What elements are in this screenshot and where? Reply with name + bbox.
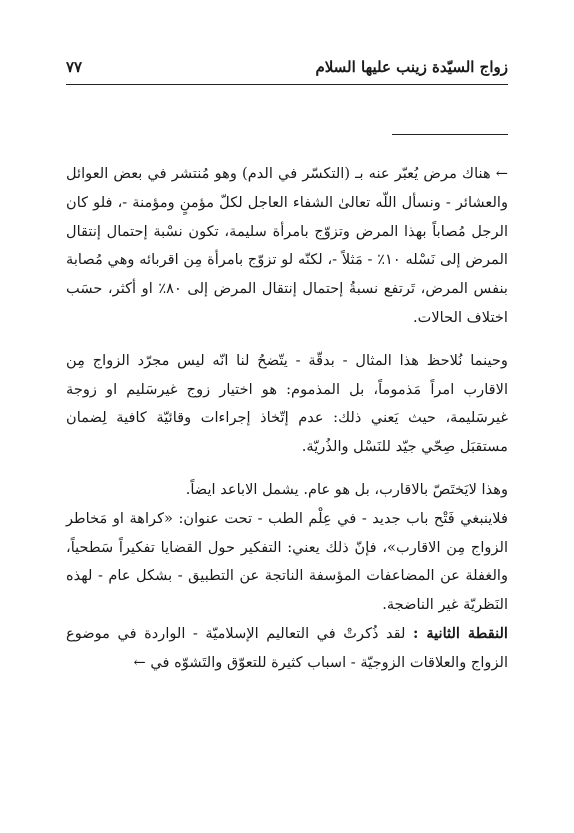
header-title: زواج السيّدة زينب عليها السلام [315, 58, 508, 76]
paragraph-example: وحينما نُلاحظ هذا المثال - بدقّة - يتّضحُ لنا انّه ليس مجرّد الزواج مِن الاقارب امراً مَذموماً، بل المذموم: هو اختيار زوج غيرسَليم او زوجة غيرسَليمة، حيث يَعني ذلك: عدم إتّخاذ إجراءات وقائيّة كافية لِضمان مستقبَل صِحّي جيّد للنَسْل والذُريّة. [66, 351, 508, 456]
second-point-label: النقطة الثانية : [413, 624, 508, 642]
second-point-text: لقد ذُكرتْ في التعاليم الإسلاميّة - الواردة في موضوع الزواج والعلاقات الزوجيّة - اسباب كثيرة للتعوّق والتَشوّه في ← [66, 624, 508, 671]
page-body [66, 160, 508, 678]
paragraph-continued-note: ← هناك مرض يُعبّر عنه بـ (التكسّر في الدم) وهو مُنتشر في بعض العوائل والعشائر - ونسأل اللّه تعالىٰ الشفاء العاجل لكلّ مؤمنٍ ومؤمنة -، فلو كان الرجل مُصاباً بهذا المرض وتزوّج بامرأة سليمة، تكون نسْبة إحتمال إنتقال المرض إلى نَسْله ١٠٪ - مَثلاً -، لكنّه لو تزوّج بامرأة مِن اقربائه وهي مُصابة بنفس المرض، تَرتفع نسبةُ إحتمال إنتقال المرض إلى ٨٠٪ او أكثر، حسَب اختلاف الحالات. [66, 165, 508, 326]
running-header [66, 58, 508, 84]
footnote-separator [392, 134, 508, 135]
paragraph-general: وهذا لايَختَصّ بالاقارب، بل هو عام. يشمل الاباعد ايضاً. [185, 480, 508, 498]
paragraph-conclusion: فلاينبغي فَتْح باب جديد - في عِلْم الطب - تحت عنوان: «كراهة او مَخاطر الزواج مِن الاقارب»، فإنّ ذلك يعني: التفكير حول القضايا تفكيراً سَطحياً، والغفلة عن المضاعفات المؤسفة الناتجة عن التطبيق - بشكل عام - لهذه النَظريّة غير الناضجة. [66, 509, 508, 614]
header-divider [66, 84, 508, 85]
page-number: ٧٧ [66, 58, 83, 76]
paragraph-second-point [66, 620, 508, 678]
